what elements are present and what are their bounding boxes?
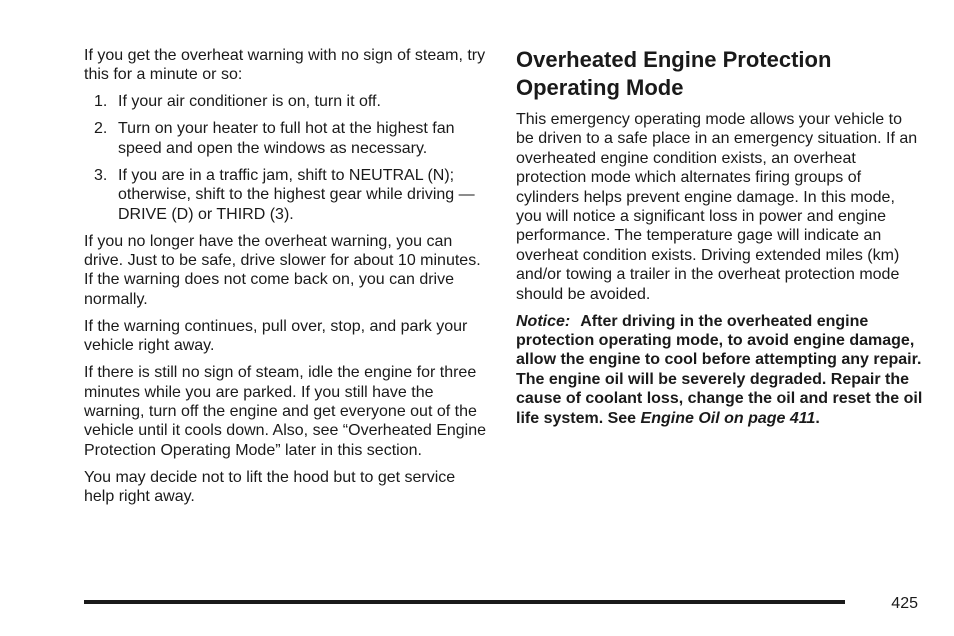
step-number: 1. <box>94 93 108 111</box>
mode-description-paragraph: This emergency operating mode allows your vehicle to be driven to a safe place in an emergency situation. If an overheated engine condition exists, an overheat protection mode which alternates firing groups of cylinders helps prevent engine damage. In this mode, you will notice a significant loss in power and engine performance. The temperature gage will indicate an overheat condition exists. Driving extended miles (km) and/or towing a trailer in the overheat protection mode should be avoided. <box>516 111 918 303</box>
right-column <box>516 46 924 436</box>
step-number: 3. <box>94 166 108 184</box>
list-item <box>84 166 488 224</box>
notice-text: After driving in the overheated engine protection operating mode, to avoid engine damage, allow the engine to cool before attempting any repair. The engine oil will be severely degraded. Repair the cause of coolant loss, change the oil and reset the oil life system. See <box>516 312 923 427</box>
list-item <box>84 119 488 158</box>
cross-reference-link[interactable]: Engine Oil on page 411 <box>640 409 816 427</box>
notice-end: . <box>815 409 820 427</box>
list-item <box>84 92 488 111</box>
step-text: Turn on your heater to full hot at the highest fan speed and open the windows as necessary. <box>118 120 455 157</box>
notice-paragraph <box>516 312 924 428</box>
page-number: 425 <box>891 595 918 612</box>
notice-label: Notice: <box>516 312 571 330</box>
warning-continues-paragraph: If the warning continues, pull over, stop, and park your vehicle right away. <box>84 317 468 355</box>
section-heading: Overheated Engine Protection Operating Mode <box>516 47 832 100</box>
cooling-steps-list <box>84 92 488 224</box>
service-help-paragraph: You may decide not to lift the hood but to get service help right away. <box>84 468 456 506</box>
intro-paragraph: If you get the overheat warning with no sign of steam, try this for a minute or so: <box>84 47 486 84</box>
left-column <box>84 46 488 514</box>
footer-rule <box>84 600 845 604</box>
step-number: 2. <box>94 120 108 138</box>
no-steam-paragraph: If there is still no sign of steam, idle the engine for three minutes while you are parked. If you still have the warning, turn off the engine and get everyone out of the vehicle until it cools down. Also, see “Overheated Engine Protection Operating Mode” later in this section. <box>84 364 487 459</box>
step-text: If you are in a traffic jam, shift to NEUTRAL (N); otherwise, shift to the highest gear while driving — DRIVE (D) or THIRD (3). <box>118 166 475 223</box>
step-text: If your air conditioner is on, turn it off. <box>118 93 381 111</box>
no-longer-warning-paragraph: If you no longer have the overheat warning, you can drive. Just to be safe, drive slower for about 10 minutes. If the warning does not come back on, you can drive normally. <box>84 232 481 308</box>
